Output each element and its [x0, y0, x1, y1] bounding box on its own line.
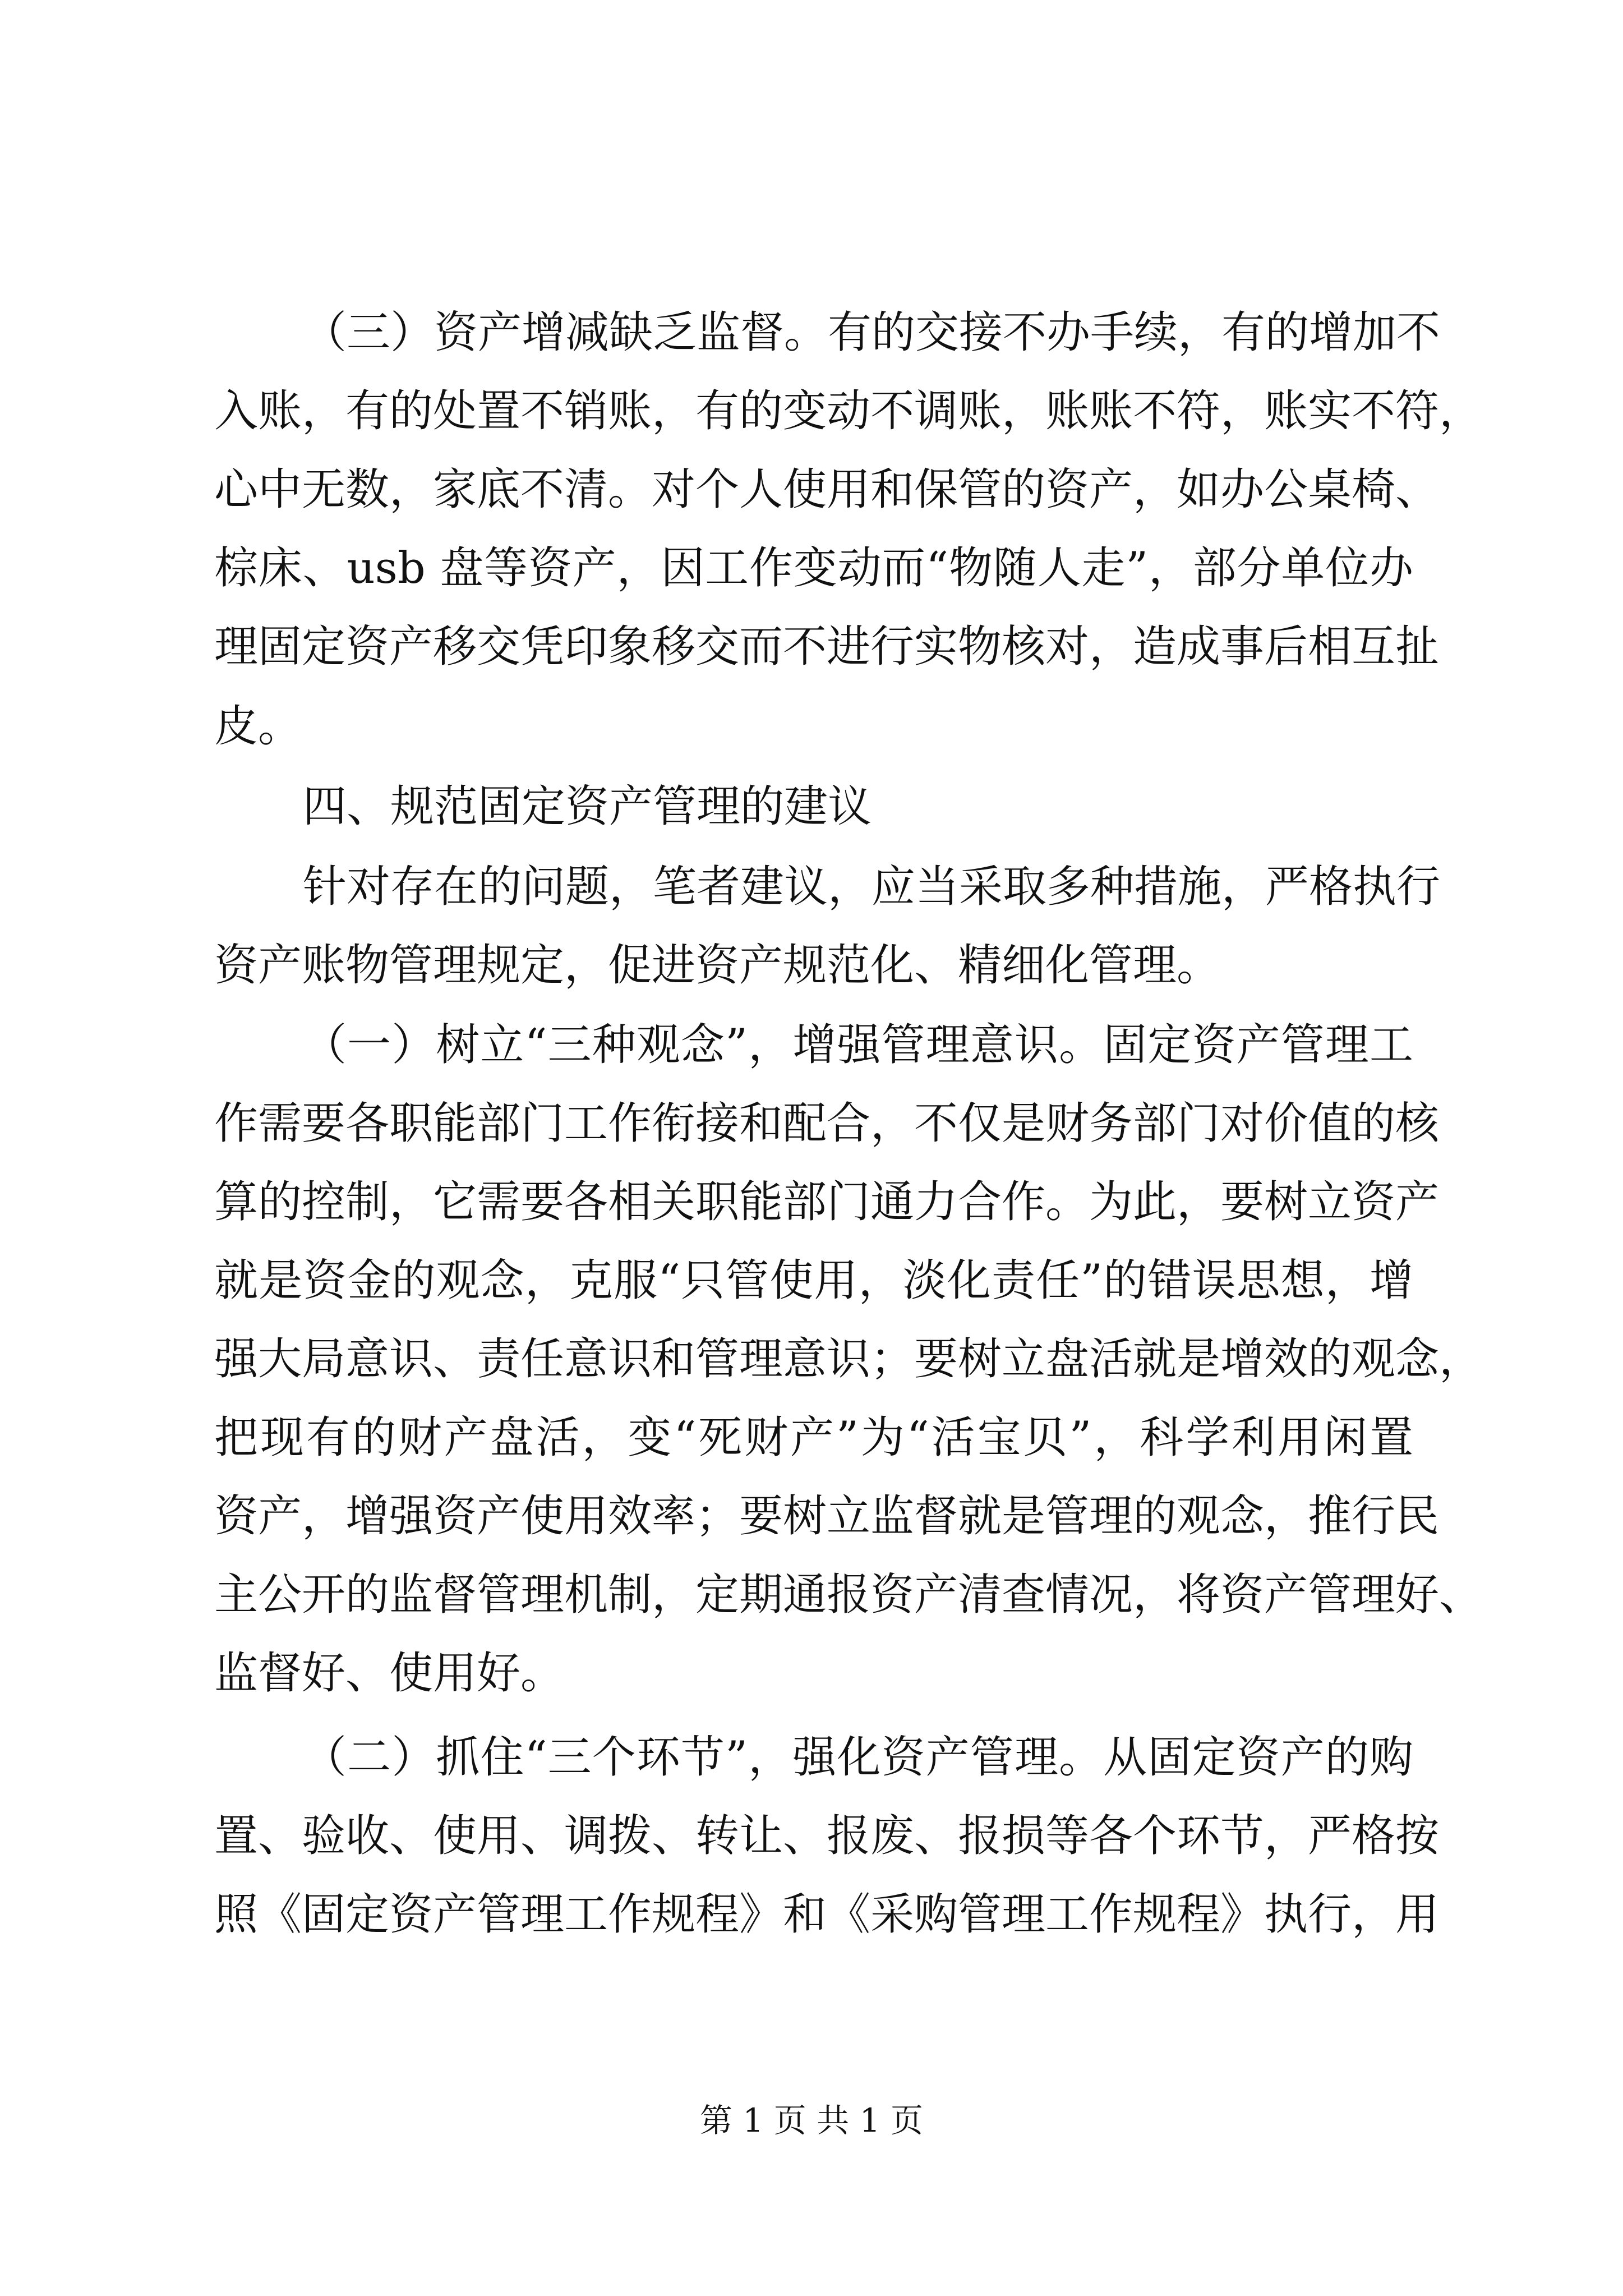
paragraph-line: 把现有的财产盘活，变“死财产”为“活宝贝”，科学利用闲置 — [214, 1412, 1413, 1463]
paragraph-line: （一）树立“三种观念”，增强管理意识。固定资产管理工 — [303, 1020, 1413, 1070]
paragraph-line: （三）资产增减缺乏监督。有的交接不办手续，有的增加不 — [303, 307, 1441, 358]
paragraph-line: 强大局意识、责任意识和管理意识；要树立盘活就是增效的观念， — [214, 1334, 1483, 1384]
paragraph-line: 作需要各职能部门工作衔接和配合，不仅是财务部门对价值的核 — [214, 1098, 1440, 1149]
paragraph-line: 资产，增强资产使用效率；要树立监督就是管理的观念，推行民 — [214, 1491, 1440, 1542]
paragraph-line: 照《固定资产管理工作规程》和《采购管理工作规程》执行，用 — [214, 1889, 1440, 1940]
paragraph-line: 针对存在的问题，笔者建议，应当采取多种措施，严格执行 — [303, 862, 1441, 912]
section-heading: 四、规范固定资产管理的建议 — [303, 781, 872, 832]
paragraph-line: 就是资金的观念，克服“只管使用，淡化责任”的错误思想，增 — [214, 1255, 1413, 1306]
paragraph-line: 资产账物管理规定，促进资产规范化、精细化管理。 — [214, 940, 1221, 991]
paragraph-line: 监督好、使用好。 — [214, 1648, 565, 1699]
paragraph-line: 心中无数，家底不清。对个人使用和保管的资产，如办公桌椅、 — [214, 464, 1440, 515]
paragraph-line: 理固定资产移交凭印象移交而不进行实物核对，造成事后相互扯 — [214, 622, 1440, 672]
paragraph-line: 算的控制，它需要各相关职能部门通力合作。为此，要树立资产 — [214, 1177, 1440, 1227]
paragraph-line: 入账，有的处置不销账，有的变动不调账，账账不符，账实不符， — [214, 386, 1483, 436]
page-footer: 第 1 页 共 1 页 — [700, 2101, 923, 2139]
paragraph-line: 主公开的监督管理机制，定期通报资产清查情况，将资产管理好、 — [214, 1570, 1483, 1620]
paragraph-line: 皮。 — [214, 701, 302, 752]
paragraph-line: 置、验收、使用、调拨、转让、报废、报损等各个环节，严格按 — [214, 1811, 1440, 1861]
paragraph-line: （二）抓住“三个环节”，强化资产管理。从固定资产的购 — [303, 1732, 1413, 1783]
paragraph-line: 棕床、usb 盘等资产，因工作变动而“物随人走”，部分单位办 — [214, 543, 1413, 593]
